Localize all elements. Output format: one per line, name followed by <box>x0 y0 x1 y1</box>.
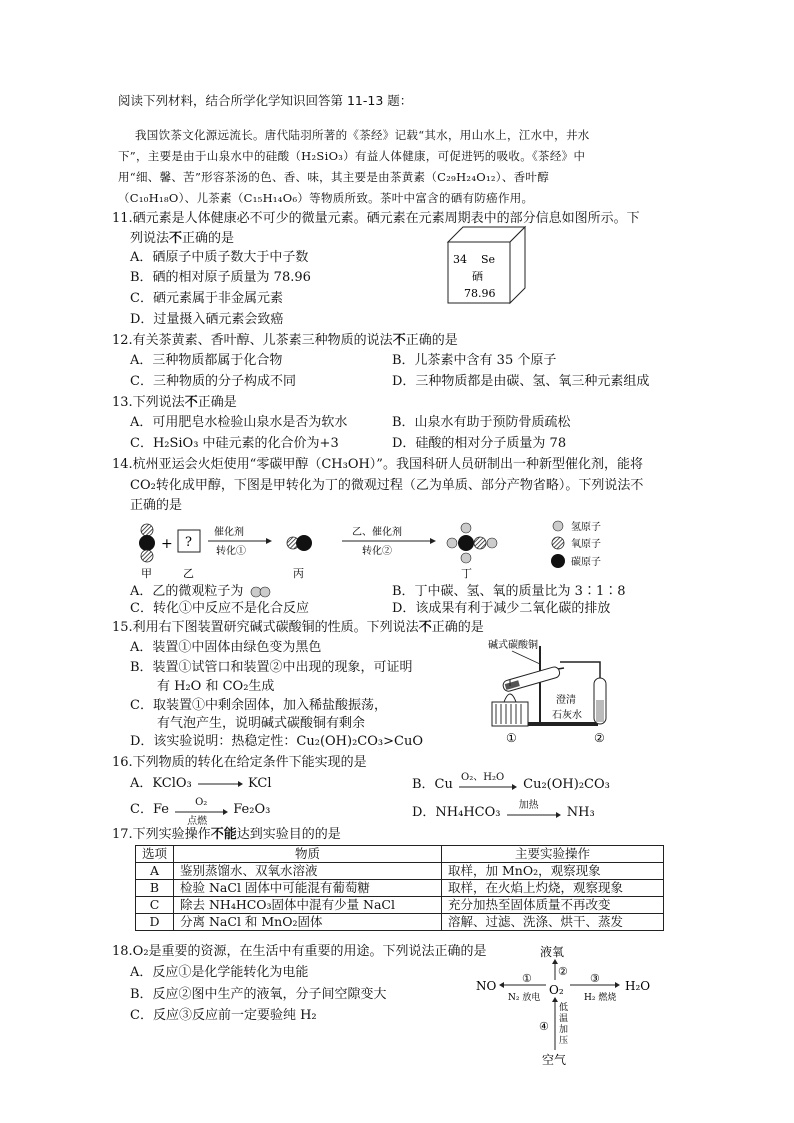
table-cell[interactable]: A <box>136 863 174 880</box>
q15-option-b-line2[interactable]: 有 H₂O 和 CO₂生成 <box>157 679 275 694</box>
table-row <box>136 863 664 880</box>
arrow-icon <box>457 783 519 791</box>
reaction-1-label: ① <box>522 972 532 985</box>
label-jia: 甲 <box>141 567 152 580</box>
material-line-1: 我国饮茶文化源远流长。唐代陆羽所著的《茶经》记载“其水，用山水上，江水中，井水 <box>135 128 590 142</box>
q13-option-c[interactable]: C．H₂SiO₃ 中硅元素的化合价为+3 <box>130 436 339 451</box>
element-number: 34 <box>453 253 467 266</box>
q16-c-condition-bottom: 点燃 <box>187 816 208 827</box>
question-mark: ? <box>185 535 192 550</box>
arrow1-condition-bottom: 转化① <box>216 546 246 557</box>
arrow2-condition-bottom: 转化② <box>362 546 392 557</box>
node-oxygen: O₂ <box>549 983 564 997</box>
q16-c-condition-top: O₂ <box>195 797 208 808</box>
reaction-4-label: ④ <box>539 1020 549 1033</box>
q14-option-a[interactable]: A．乙的微观粒子为 <box>130 583 276 601</box>
label-bing: 丙 <box>293 567 304 580</box>
q14-option-d[interactable]: D．该成果有利于减少二氧化碳的排放 <box>392 601 611 616</box>
arrow-icon <box>505 811 563 819</box>
plus-sign: + <box>161 536 173 552</box>
label-ding: 丁 <box>461 567 472 580</box>
q11-stem-1: 11.硒元素是人体健康必不可少的微量元素。硒元素在元素周期表中的部分信息如图所示。下 <box>112 211 640 226</box>
limewater-label-2: 石灰水 <box>552 710 582 721</box>
q14-stem-2: CO₂转化成甲醇，下图是甲转化为丁的微观过程（乙为单质、部分产物省略）。下列说法不 <box>130 478 644 493</box>
label-yi: 乙 <box>183 567 194 580</box>
table-cell: 除去 NH₄HCO₃固体中混有少量 NaCl <box>174 897 442 914</box>
element-name: 硒 <box>472 270 483 283</box>
q17-table <box>135 845 664 931</box>
molecule-bing-co-icon <box>287 535 312 551</box>
header-option: 选项 <box>136 846 174 863</box>
table-row <box>136 914 664 931</box>
table-cell: 取样，加 MnO₂，观察现象 <box>442 863 664 880</box>
q14-micro-process-diagram <box>130 517 650 581</box>
q12-option-d[interactable]: D．三种物质都是由碳、氢、氧三种元素组成 <box>392 374 650 389</box>
table-header-row <box>136 846 664 863</box>
reaction-4-cond-1: 低 <box>559 1003 569 1013</box>
apparatus-2-label: ② <box>594 731 605 745</box>
q18-option-a[interactable]: A．反应①是化学能转化为电能 <box>130 965 309 980</box>
hydrogen-molecule-icon <box>248 585 276 599</box>
table-cell: 分离 NaCl 和 MnO₂固体 <box>174 914 442 931</box>
q15-option-a[interactable]: A．装置①中固体由绿色变为黑色 <box>130 640 322 655</box>
table-cell: 溶解、过滤、洗涤、烘干、蒸发 <box>442 914 664 931</box>
table-cell: 充分加热至固体质量不再改变 <box>442 897 664 914</box>
molecule-jia-co2-icon <box>139 524 155 562</box>
element-symbol: Se <box>481 253 496 266</box>
q15-stem: 15.利用右下图装置研究碱式碳酸铜的性质。下列说法不正确的是 <box>112 620 484 635</box>
reaction-2-label: ② <box>558 965 568 978</box>
q11-option-b[interactable]: B．硒的相对原子质量为 78.96 <box>130 270 311 285</box>
limewater-label-1: 澄清 <box>556 695 576 706</box>
test-tube-icon <box>502 666 561 693</box>
q16-d-condition: 加热 <box>518 800 539 811</box>
header-substance: 物质 <box>174 846 442 863</box>
legend-carbon: 碳原子 <box>571 557 601 568</box>
reaction-3-condition: H₂ 燃烧 <box>584 993 617 1003</box>
q17-stem: 17.下列实验操作不能达到实验目的的是 <box>112 827 341 842</box>
q18-stem: 18.O₂是重要的资源，在生活中有重要的用途。下列说法正确的是 <box>112 944 487 959</box>
q11-stem-2: 列说法不正确的是 <box>130 231 235 246</box>
q16-option-a[interactable]: A．KClO₃ KCl <box>130 776 272 791</box>
legend-oxygen: 氧原子 <box>571 539 601 550</box>
q16-option-c[interactable]: C．Fe O₂ 点燃 Fe₂O₃ <box>130 796 270 826</box>
legend-carbon-icon <box>551 554 565 568</box>
q11-option-a[interactable]: A．硒原子中质子数大于中子数 <box>130 250 309 265</box>
q18-oxygen-cycle-diagram <box>472 940 662 1070</box>
q15-option-d[interactable]: D．该实验说明：热稳定性：Cu₂(OH)₂CO₃>CuO <box>130 734 423 749</box>
node-liquid-oxygen: 液氧 <box>540 945 565 959</box>
q15-option-c-line2[interactable]: 有气泡产生，说明碱式碳酸铜有剩余 <box>157 716 366 731</box>
table-cell[interactable]: D <box>136 914 174 931</box>
reaction-1-condition: N₂ 放电 <box>508 993 541 1003</box>
q12-stem: 12.有关茶黄素、香叶醇、儿茶素三种物质的说法不正确的是 <box>112 333 458 348</box>
q14-stem-3: 正确的是 <box>130 498 183 513</box>
q18-option-b[interactable]: B．反应②图中生产的液氧，分子间空隙变大 <box>130 987 387 1002</box>
q13-option-d[interactable]: D．硅酸的相对分子质量为 78 <box>392 436 567 451</box>
material-line-3: 用“细、馨、苦”形容茶汤的色、香、味，其主要是由茶黄素（C₂₉H₂₄O₁₂）、香叶醇 <box>118 170 550 184</box>
reaction-3-label: ③ <box>590 972 600 985</box>
legend-hydrogen: 氢原子 <box>571 522 601 533</box>
q16-option-b[interactable]: B．Cu O₂、H₂O Cu₂(OH)₂CO₃ <box>412 771 610 793</box>
q13-option-b[interactable]: B．山泉水有助于预防骨质疏松 <box>392 415 571 430</box>
molecule-ding-methanol-icon <box>447 523 497 563</box>
q15-option-c-line1[interactable]: C．取装置①中剩余固体，加入稀盐酸振荡， <box>130 698 387 713</box>
legend-oxygen-icon <box>552 537 564 549</box>
q11-option-c[interactable]: C．硒元素属于非金属元素 <box>130 291 283 306</box>
q12-option-a[interactable]: A．三种物质都属于化合物 <box>130 353 283 368</box>
q13-stem: 13.下列说法不正确是 <box>112 395 237 410</box>
q16-stem: 16.下列物质的转化在给定条件下能实现的是 <box>112 755 367 770</box>
legend-hydrogen-icon <box>553 521 563 531</box>
apparatus-1-label: ① <box>506 731 517 745</box>
q14-stem-1: 14.杭州亚运会火炬使用“零碳甲醇（CH₃OH）”。我国科研人员研制出一种新型催化剂，能将 <box>112 457 643 472</box>
q15-option-b-line1[interactable]: B．装置①试管口和装置②中出现的现象，可证明 <box>130 660 413 675</box>
table-cell: 检验 NaCl 固体中可能混有葡萄糖 <box>174 880 442 897</box>
q16-option-d[interactable]: D．NH₄HCO₃ 加热 NH₃ <box>412 799 595 821</box>
reaction-4-cond-4: 压 <box>559 1036 569 1046</box>
q14-option-b[interactable]: B．丁中碳、氢、氧的质量比为 3∶1∶8 <box>392 584 626 599</box>
table-cell: 鉴别蒸馏水、双氧水溶液 <box>174 863 442 880</box>
node-air: 空气 <box>542 1053 567 1067</box>
q14-option-c[interactable]: C．转化①中反应不是化合反应 <box>130 601 309 616</box>
table-row <box>136 880 664 897</box>
node-no: NO <box>476 979 497 993</box>
table-row <box>136 897 664 914</box>
element-mass: 78.96 <box>464 287 496 300</box>
arrow-icon <box>196 778 244 790</box>
material-line-2: 下”，主要是由于山泉水中的硅酸（H₂SiO₃）有益人体健康，可促进钙的吸收。《茶经》中 <box>118 149 586 163</box>
reaction-4-cond-2: 温 <box>559 1014 569 1024</box>
q12-option-c[interactable]: C．三种物质的分子构成不同 <box>130 374 296 389</box>
intro-text: 阅读下列材料，结合所学化学知识回答第 11-13 题： <box>118 93 413 108</box>
q12-option-b[interactable]: B．儿茶素中含有 35 个原子 <box>392 353 557 368</box>
header-operation: 主要实验操作 <box>442 846 664 863</box>
table-cell: 取样，在火焰上灼烧，观察现象 <box>442 880 664 897</box>
reaction-4-cond-3: 加 <box>559 1025 569 1035</box>
q11-option-d[interactable]: D．过量摄入硒元素会致癌 <box>130 312 284 327</box>
q16-b-condition: O₂、H₂O <box>461 772 505 783</box>
node-water: H₂O <box>625 979 651 993</box>
limewater-tube-icon <box>594 678 606 724</box>
table-cell[interactable]: C <box>136 897 174 914</box>
selenium-element-cell <box>445 224 530 306</box>
q15-apparatus-figure <box>482 636 622 748</box>
table-cell[interactable]: B <box>136 880 174 897</box>
reagent-label: 碱式碳酸铜 <box>488 640 538 651</box>
q13-option-a[interactable]: A．可用肥皂水检验山泉水是否为软水 <box>130 415 348 430</box>
arrow2-condition-top: 乙、催化剂 <box>352 527 402 538</box>
arrow1-condition-top: 催化剂 <box>214 527 244 538</box>
material-line-4: （C₁₀H₁₈O）、儿茶素（C₁₅H₁₄O₆）等物质所致。茶叶中富含的硒有防癌作用。 <box>118 191 534 205</box>
q18-option-c[interactable]: C．反应③反应前一定要验纯 H₂ <box>130 1008 317 1023</box>
